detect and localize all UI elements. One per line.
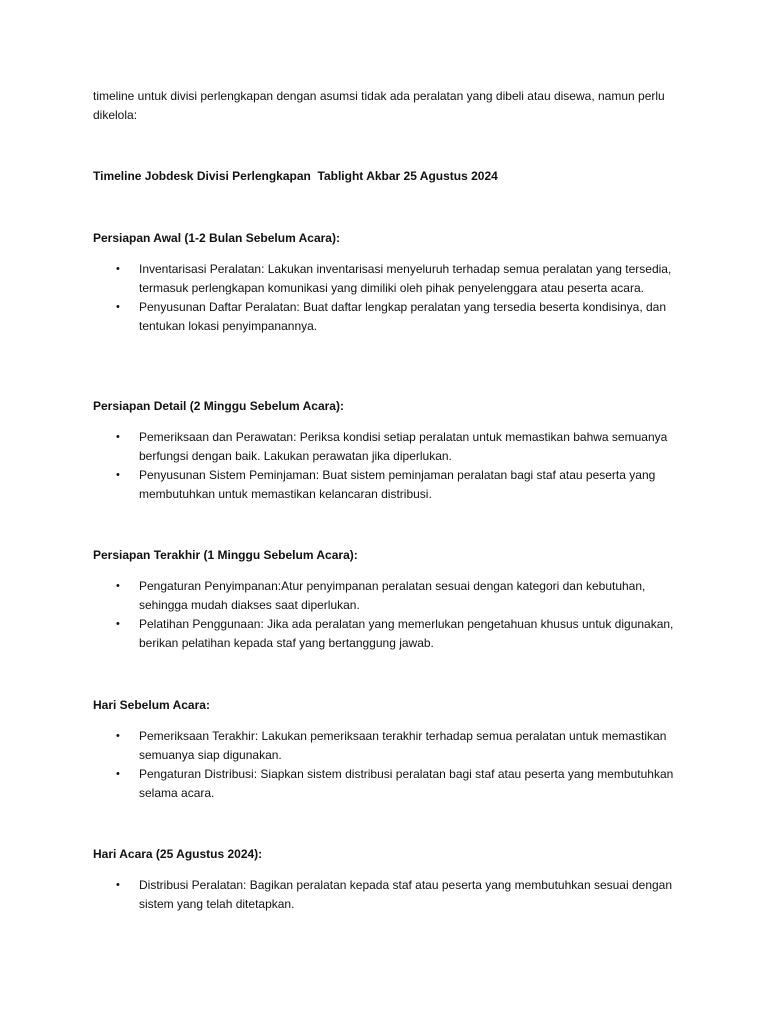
document-title: Timeline Jobdesk Divisi Perlengkapan Tablight Akbar 25 Agustus 2024 bbox=[93, 169, 498, 183]
list-item-text: Pengaturan Distribusi: Siapkan sistem distribusi peralatan bagi staf atau peserta yang membutuhkan selama acara. bbox=[139, 767, 674, 800]
bullet-list bbox=[93, 260, 693, 336]
section-hari-acara bbox=[93, 845, 693, 914]
section-persiapan-awal bbox=[93, 229, 693, 336]
bullet-icon: • bbox=[116, 730, 120, 742]
list-item bbox=[93, 260, 693, 298]
list-item-text: Pemeriksaan dan Perawatan: Periksa kondisi setiap peralatan untuk memastikan bahwa semuanya berfungsi dengan baik. Lakukan perawatan jika diperlukan. bbox=[139, 430, 668, 463]
bullet-icon: • bbox=[116, 879, 120, 891]
section-persiapan-detail bbox=[93, 397, 693, 504]
section-heading: Persiapan Terakhir (1 Minggu Sebelum Acara): bbox=[93, 548, 358, 562]
section-heading: Persiapan Awal (1-2 Bulan Sebelum Acara): bbox=[93, 231, 340, 245]
bullet-icon: • bbox=[116, 301, 120, 313]
section-heading: Persiapan Detail (2 Minggu Sebelum Acara): bbox=[93, 399, 344, 413]
section-persiapan-terakhir bbox=[93, 546, 693, 653]
section-heading: Hari Acara (25 Agustus 2024): bbox=[93, 847, 263, 861]
list-item bbox=[93, 298, 693, 336]
list-item-text: Distribusi Peralatan: Bagikan peralatan kepada staf atau peserta yang membutuhkan sesuai dengan sistem yang telah ditetapkan. bbox=[139, 878, 673, 911]
list-item-text: Penyusunan Sistem Peminjaman: Buat sistem peminjaman peralatan bagi staf atau peserta yang membutuhkan untuk memastikan kelancaran distribusi. bbox=[139, 468, 656, 501]
section-hari-sebelum-acara bbox=[93, 696, 693, 803]
section-heading: Hari Sebelum Acara: bbox=[93, 698, 210, 712]
bullet-icon: • bbox=[116, 618, 120, 630]
list-item bbox=[93, 765, 693, 803]
intro-paragraph: timeline untuk divisi perlengkapan dengan asumsi tidak ada peralatan yang dibeli atau disewa, namun perlu dikelola: bbox=[93, 89, 665, 122]
bullet-icon: • bbox=[116, 768, 120, 780]
bullet-list bbox=[93, 577, 693, 653]
bullet-list bbox=[93, 428, 693, 504]
list-item bbox=[93, 876, 693, 914]
list-item bbox=[93, 428, 693, 466]
bullet-icon: • bbox=[116, 469, 120, 481]
list-item-text: Pemeriksaan Terakhir: Lakukan pemeriksaan terakhir terhadap semua peralatan untuk memastikan semuanya siap digunakan. bbox=[139, 729, 667, 762]
list-item-text: Pengaturan Penyimpanan:Atur penyimpanan peralatan sesuai dengan kategori dan kebutuhan, sehingga mudah diakses saat diperlukan. bbox=[139, 579, 646, 612]
bullet-list bbox=[93, 727, 693, 803]
bullet-icon: • bbox=[116, 580, 120, 592]
list-item bbox=[93, 727, 693, 765]
list-item-text: Inventarisasi Peralatan: Lakukan inventarisasi menyeluruh terhadap semua peralatan yang tersedia, termasuk perlengkapan komunikasi yang dimiliki oleh pihak penyelenggara atau peserta acara. bbox=[139, 262, 672, 295]
bullet-icon: • bbox=[116, 263, 120, 275]
list-item bbox=[93, 466, 693, 504]
list-item bbox=[93, 615, 693, 653]
bullet-list bbox=[93, 876, 693, 914]
list-item bbox=[93, 577, 693, 615]
list-item-text: Pelatihan Penggunaan: Jika ada peralatan yang memerlukan pengetahuan khusus untuk digunakan, berikan pelatihan kepada staf yang bertanggung jawab. bbox=[139, 617, 674, 650]
list-item-text: Penyusunan Daftar Peralatan: Buat daftar lengkap peralatan yang tersedia beserta kondisinya, dan tentukan lokasi penyimpanannya. bbox=[139, 300, 667, 333]
bullet-icon: • bbox=[116, 431, 120, 443]
